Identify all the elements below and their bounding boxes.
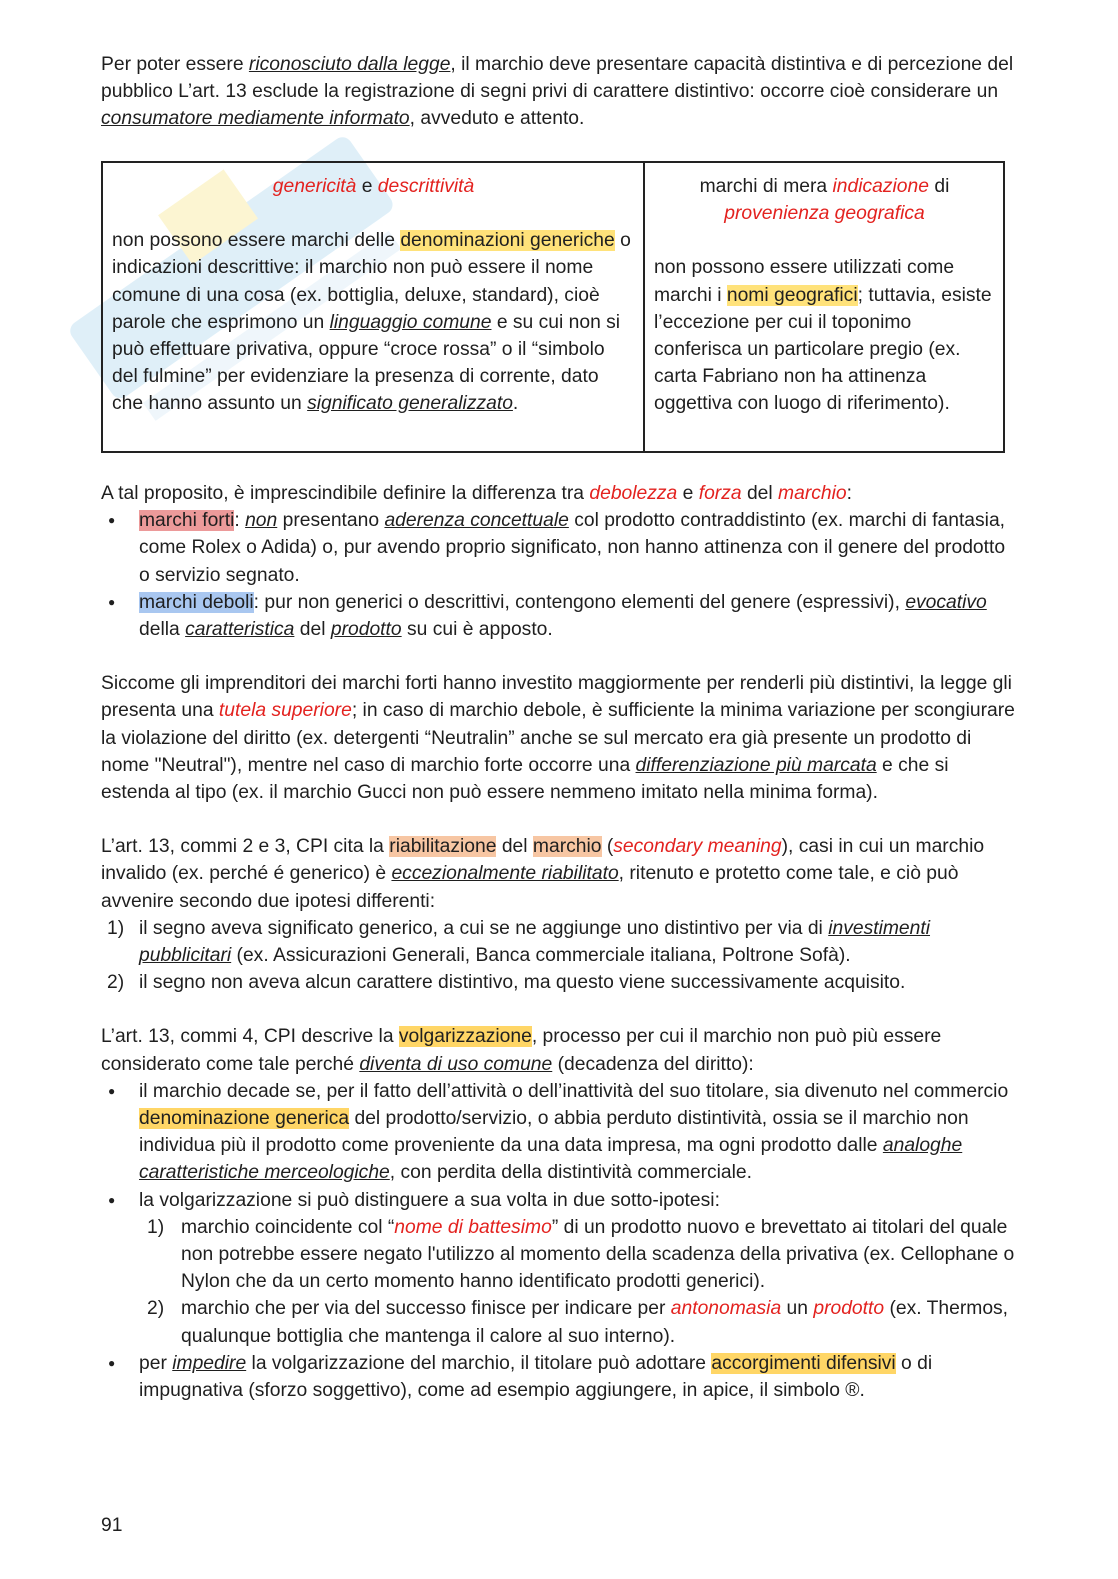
- rehab-paragraph: L’art. 13, commi 2 e 3, CPI cita la riabilitazione del marchio (secondary meaning), casi in cui un marchio invalido (ex. perché é generico) è eccezionalmente riabilitato, ritenuto e protetto come tale, e ciò può avvenire secondo due ipotesi differenti:: [101, 836, 985, 912]
- protection-paragraph: Siccome gli imprenditori dei marchi forti hanno investito maggiormente per renderli più distintivi, la legge gli presenta una tutela superiore; in caso di marchio debole, è sufficiente la minima variazione per scongiurare la violazione del diritto (ex. detergenti “Neutralin” anche se sul mercato era già presente un prodotto di nome "Neutral"), mentre nel caso di marchio forte occorre una differenziazione più marcata e che si estenda al tipo (ex. il marchio Gucci non può essere nemmeno imitato nella minima forma).: [101, 673, 1015, 804]
- table-cell-geographic: [645, 163, 1003, 451]
- list-item: 2) il segno non aveva alcun carattere distintivo, ma questo viene successivamente acquisito.: [107, 972, 906, 994]
- list-item: ● il marchio decade se, per il fatto dell’attività o dell’inattività del suo titolare, sia divenuto nel commercio denominazione generica del prodotto/servizio, o abbia perduto distintività, ossia se il marchio non individua più il prodotto come proveniente da una data impresa, ma ogni prodotto dalle analoghe caratteristiche merceologiche, con perdita della distintività commerciale.: [101, 1078, 1016, 1187]
- table-cell-heading: marchi di mera indicazione di provenienza geografica: [699, 176, 950, 225]
- strength-list: [101, 507, 1016, 643]
- list-item: ● per impedire la volgarizzazione del marchio, il titolare può adottare accorgimenti difensivi o di impugnativa (sforzo soggettivo), come ad esempio aggiungere, in apice, il simbolo ®.: [101, 1350, 1016, 1404]
- comparison-table: [101, 161, 1005, 453]
- page-number: 91: [101, 1515, 123, 1536]
- vulgar-sublist: [101, 1214, 1016, 1350]
- list-item: 1) marchio coincidente col “nome di battesimo” di un prodotto nuovo e brevettato ai titolari del quale non potrebbe essere negato l'utilizzo al momento della scadenza della privativa (ex. Cellophane o Nylon che da un certo momento hanno identificato prodotti generici).: [147, 1216, 1015, 1293]
- list-item: ● la volgarizzazione si può distinguere a sua volta in due sotto-ipotesi: 1) marchio coincidente col “nome di battesimo” di un prodotto nuovo e brevettato ai titolari del quale non potrebbe essere negato l'utilizzo al momento della scadenza della privativa (ex. Cellophane o Nylon che da un certo momento hanno identificato prodotti generici). 2) marchio che per via del successo finisce per indicare per antonomasia un prodotto (ex. Thermos, qualunque bottiglia che mantenga il calore al suo interno).: [101, 1187, 1016, 1350]
- vulgar-list: [101, 1078, 1016, 1404]
- table-cell-body: non possono essere marchi delle denominazioni generiche o indicazioni descrittive: il marchio non può essere il nome comune di una cosa (ex. bottiglia, deluxe, standard), cioè parole che esprimono un linguaggio comune e su cui non si può effettuare privativa, oppure “croce rossa” o il “simbolo del fulmine” per evidenziare la presenza di corrente, dato che hanno assunto un significato generalizzato.: [112, 230, 631, 415]
- list-item: ● marchi deboli: pur non generici o descrittivi, contengono elementi del genere (espressivi), evocativo della caratteristica del prodotto su cui è apposto.: [101, 589, 1016, 643]
- vulgar-paragraph: L’art. 13, commi 4, CPI descrive la volgarizzazione, processo per cui il marchio non può più essere considerato come tale perché diventa di uso comune (decadenza del diritto):: [101, 1026, 942, 1075]
- table-cell-genericity: [103, 163, 645, 451]
- table-cell-body: non possono essere utilizzati come marchi i nomi geografici; tuttavia, esiste l’eccezione per cui il toponimo conferisca un particolare pregio (ex. carta Fabriano non ha attinenza oggettiva con luogo di riferimento).: [654, 257, 992, 415]
- strength-intro: A tal proposito, è imprescindibile definire la differenza tra debolezza e forza del marchio:: [101, 483, 852, 504]
- table-cell-heading: genericità e descrittività: [272, 176, 475, 197]
- intro-paragraph: Per poter essere riconosciuto dalla legge, il marchio deve presentare capacità distintiva e di percezione del pubblico L’art. 13 esclude la registrazione di segni privi di carattere distintivo: occorre cioè considerare un consumatore mediamente informato, avveduto e attento.: [101, 54, 1014, 130]
- list-item: ● marchi forti: non presentano aderenza concettuale col prodotto contraddistinto (ex. marchi di fantasia, come Rolex o Adida) o, pur avendo proprio significato, non hanno attinenza con il genere del prodotto o servizio segnato.: [101, 507, 1016, 589]
- rehab-list: [101, 915, 1016, 997]
- list-item: 1) il segno aveva significato generico, a cui se ne aggiunge uno distintivo per via di investimenti pubblicitari (ex. Assicurazioni Generali, Banca commerciale italiana, Poltrone Sofà).: [107, 917, 931, 967]
- list-item: 2) marchio che per via del successo finisce per indicare per antonomasia un prodotto (ex. Thermos, qualunque bottiglia che mantenga il calore al suo interno).: [147, 1298, 1009, 1347]
